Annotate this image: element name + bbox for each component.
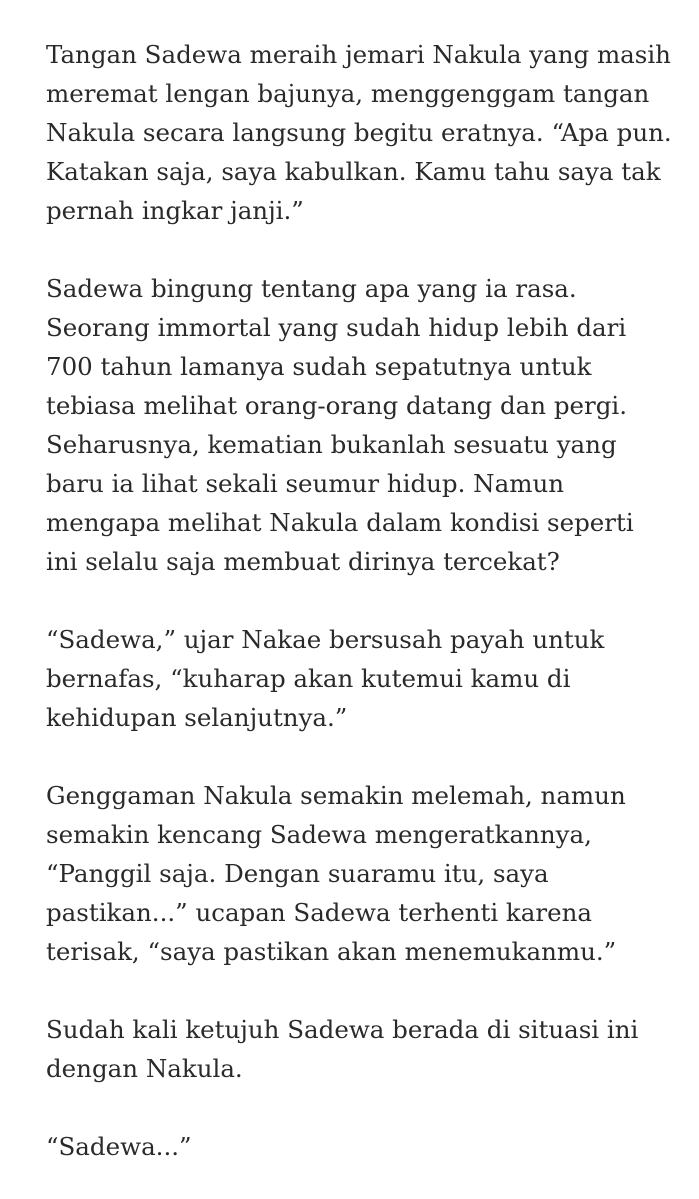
story-text <box>46 35 676 1166</box>
paragraph-3 <box>46 620 676 737</box>
text-line: pastikan...” ucapan Sadewa terhenti karena <box>46 898 592 927</box>
paragraph-4 <box>46 776 676 971</box>
text-line: “Panggil saja. Dengan suaramu itu, saya <box>46 859 549 888</box>
text-line: kehidupan selanjutnya.” <box>46 703 348 732</box>
paragraph-6 <box>46 1127 676 1166</box>
text-line: semakin kencang Sadewa mengeratkannya, <box>46 820 592 849</box>
paragraph-1 <box>46 35 676 230</box>
text-line: tebiasa melihat orang-orang datang dan pergi. <box>46 391 628 420</box>
text-line: Genggaman Nakula semakin melemah, namun <box>46 781 626 810</box>
text-line: pernah ingkar janji.” <box>46 196 304 225</box>
text-line: ini selalu saja membuat dirinya tercekat? <box>46 547 560 576</box>
text-line: terisak, “saya pastikan akan menemukanmu.” <box>46 937 617 966</box>
text-line: Sadewa bingung tentang apa yang ia rasa. <box>46 274 577 303</box>
text-line: meremat lengan bajunya, menggenggam tangan <box>46 79 650 108</box>
text-line: bernafas, “kuharap akan kutemui kamu di <box>46 664 571 693</box>
paragraph-2 <box>46 269 676 581</box>
text-line: “Sadewa,” ujar Nakae bersusah payah untuk <box>46 625 605 654</box>
text-line: Sudah kali ketujuh Sadewa berada di situasi ini <box>46 1015 639 1044</box>
text-line: Nakula secara langsung begitu eratnya. “Apa pun. <box>46 118 672 147</box>
text-line: Seorang immortal yang sudah hidup lebih dari <box>46 313 627 342</box>
text-line: Seharusnya, kematian bukanlah sesuatu yang <box>46 430 617 459</box>
text-line: “Sadewa...” <box>46 1132 192 1161</box>
paragraph-5 <box>46 1010 676 1088</box>
text-line: Tangan Sadewa meraih jemari Nakula yang masih <box>46 40 671 69</box>
text-line: 700 tahun lamanya sudah sepatutnya untuk <box>46 352 592 381</box>
text-line: Katakan saja, saya kabulkan. Kamu tahu saya tak <box>46 157 661 186</box>
text-line: baru ia lihat sekali seumur hidup. Namun <box>46 469 565 498</box>
text-line: mengapa melihat Nakula dalam kondisi seperti <box>46 508 634 537</box>
text-line: dengan Nakula. <box>46 1054 243 1083</box>
